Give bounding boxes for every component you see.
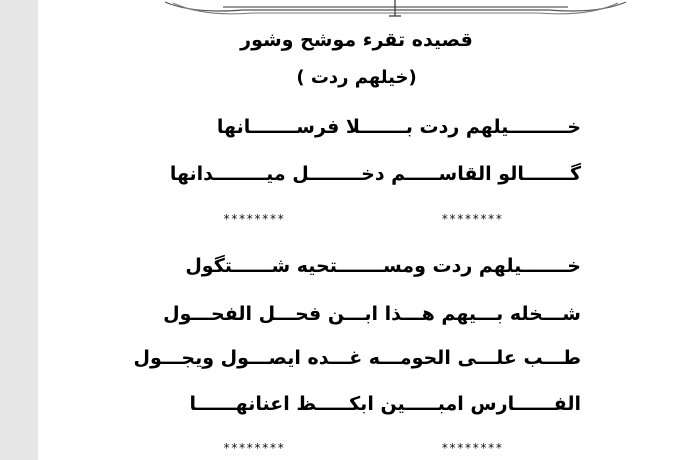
separator-stars-left: ******** bbox=[223, 212, 285, 226]
separator-stars-right: ******** bbox=[441, 212, 503, 226]
verse-line-3: خـــــــيلهم ردت ومســـــــتحيه شــــــتگول bbox=[185, 255, 581, 277]
verse-line-6: الفــــــارس امبـــــين ابكـــــظ اعنانهــــــا bbox=[189, 393, 581, 415]
verse-line-5: طـــب علـــى الحومـــه غـــده ايصـــول ويجـــول bbox=[133, 347, 581, 369]
separator-stars-left: ******** bbox=[223, 441, 285, 455]
verse-line-1: خـــــــــيلهم ردت بـــــــلا فرســـــــانها bbox=[216, 116, 581, 138]
verse-line-2: گـــــــالو القاســـــم دخــــــــل ميــــــــدانها bbox=[169, 163, 581, 185]
verse-line-4: شـــخله بـــيهم هـــذا ابـــن فحـــل الفحـــول bbox=[163, 303, 581, 325]
stanza-separator-bottom bbox=[223, 441, 503, 455]
stanza-separator bbox=[223, 212, 503, 226]
header-ornament bbox=[163, 0, 628, 20]
document-page bbox=[38, 0, 675, 460]
poem-subtitle: (خيلهم ردت ) bbox=[296, 67, 417, 88]
separator-stars-right: ******** bbox=[441, 441, 503, 455]
poem-title: قصيده تقرء موشح وشور bbox=[240, 29, 473, 51]
